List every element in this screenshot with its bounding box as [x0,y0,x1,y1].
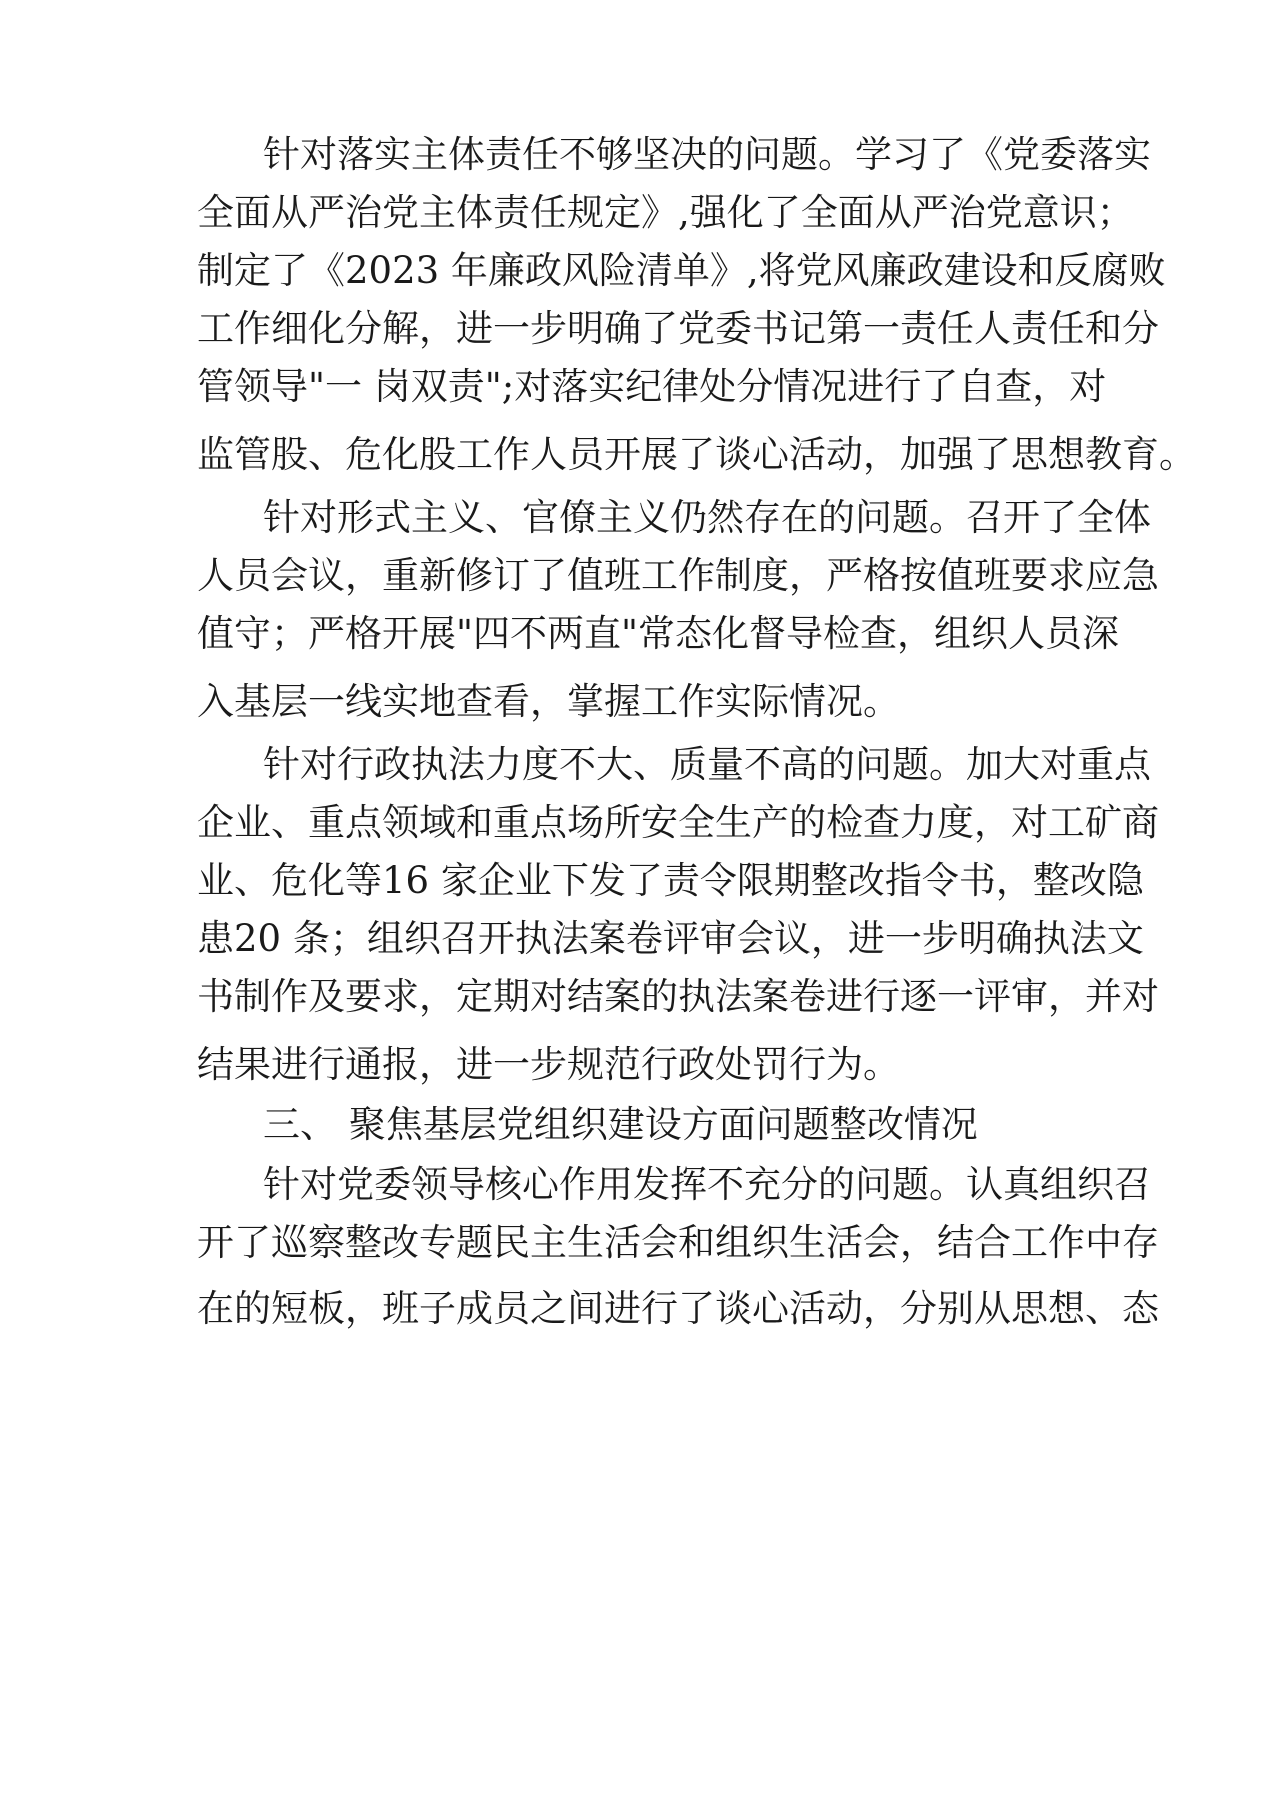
paragraph-line: 入基层一线实地查看，掌握工作实际情况。 [197,680,900,723]
paragraph-line: 结果进行通报，进一步规范行政处罚行为。 [197,1043,900,1086]
paragraph-line: 针对党委领导核心作用发挥不充分的问题。认真组织召 [263,1163,1151,1206]
paragraph-line: 监管股、危化股工作人员开展了谈心活动，加强了思想教育。 [197,433,1196,476]
paragraph-line: 开了巡察整改专题民主生活会和组织生活会，结合工作中存 [197,1221,1159,1264]
paragraph-line: 工作细化分解，进一步明确了党委书记第一责任人责任和分 [197,307,1159,350]
paragraph-line: 在的短板，班子成员之间进行了谈心活动，分别从思想、态 [197,1287,1159,1330]
paragraph-line: 值守；严格开展"四不两直"常态化督导检查，组织人员深 [197,612,1120,655]
paragraph-line: 书制作及要求，定期对结案的执法案卷进行逐一评审，并对 [197,975,1159,1018]
paragraph-line: 针对落实主体责任不够坚决的问题。学习了《党委落实 [263,133,1151,176]
paragraph-line: 人员会议，重新修订了值班工作制度，严格按值班要求应急 [197,554,1159,597]
paragraph-line: 企业、重点领域和重点场所安全生产的检查力度，对工矿商 [197,801,1159,844]
paragraph-line: 针对形式主义、官僚主义仍然存在的问题。召开了全体 [263,496,1151,539]
paragraph-line: 全面从严治党主体责任规定》,强化了全面从严治党意识； [197,191,1134,234]
paragraph-line: 针对行政执法力度不大、质量不高的问题。加大对重点 [263,743,1151,786]
section-heading: 三、 聚焦基层党组织建设方面问题整改情况 [263,1103,978,1146]
paragraph-line: 患20 条；组织召开执法案卷评审会议，进一步明确执法文 [197,917,1144,960]
paragraph-line: 管领导"一 岗双责";对落实纪律处分情况进行了自查，对 [197,365,1107,408]
paragraph-line: 制定了《2023 年廉政风险清单》,将党风廉政建设和反腐败 [197,249,1166,292]
paragraph-line: 业、危化等16 家企业下发了责令限期整改指令书，整改隐 [197,859,1144,902]
